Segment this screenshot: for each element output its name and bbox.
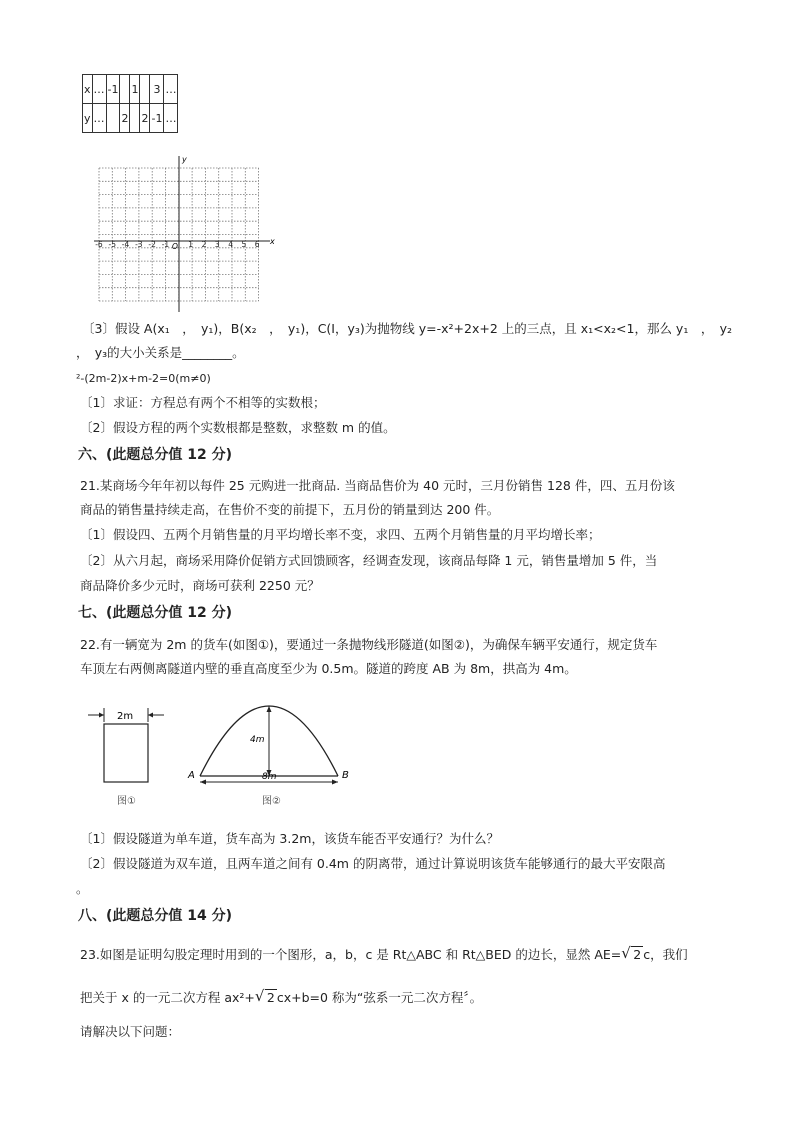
tunnel-height-label: 4m <box>250 735 265 745</box>
x-tick-label: -1 <box>161 240 170 249</box>
figure-tunnel <box>180 690 370 814</box>
x-tick-label: 4 <box>228 240 233 249</box>
q21-sub1: 〔1〕假设四、五两个月销售量的月平均增长率不变，求四、五两个月销售量的月平均增长率； <box>80 527 601 542</box>
q23-line3: 请解决以下问题： <box>80 1024 181 1039</box>
q22-sub2-cont: 。 <box>76 881 89 896</box>
x-tick-label: 5 <box>241 240 247 249</box>
x-tick-label: -2 <box>148 240 156 249</box>
q21-sub2-cont: 商品降价多少元时，商场可获利 2250 元？ <box>80 578 320 593</box>
section-8-heading: 八、(此题总分值 14 分) <box>78 908 233 924</box>
q22-line2: 车顶左右两侧离隧道内壁的垂直高度至少为 0.5m。隧道的跨度 AB 为 8m，拱高为 4m。 <box>80 661 577 676</box>
q23-line1: 23.如图是证明勾股定理时用到的一个图形，a，b，c 是 Rt△ABC 和 Rt△BED 的边长，显然 AE= √ 2 c，我们 <box>80 944 688 962</box>
q20-part3: 〔3〕假设 A(x₁ ， y₁)，B(x₂ ， y₁)，C(I，y₃)为抛物线 y=-x²+2x+2 上的三点，且 x₁<x₂<1，那么 y₁ ， y₂ <box>82 321 732 336</box>
origin-label: O <box>172 242 178 251</box>
x-tick-label: 2 <box>201 240 207 249</box>
table-row: y … 2 2 -1 … <box>83 104 178 133</box>
coordinate-grid <box>86 152 276 314</box>
tunnel-span-label: 8m <box>262 772 277 782</box>
section-7-heading: 七、(此题总分值 12 分) <box>78 605 233 621</box>
y-axis-label: y <box>182 155 187 164</box>
x-tick-label: -5 <box>108 240 116 249</box>
q22-sub2: 〔2〕假设隧道为双车道，且两车道之间有 0.4m 的阴离带，通过计算说明该货车能够通行的最大平安限高 <box>80 856 666 871</box>
q21-line2: 商品的销售量持续走高，在售价不变的前提下，五月份的销量到达 200 件。 <box>80 502 500 517</box>
x-axis-label: x <box>270 237 275 246</box>
xy-value-table <box>82 74 178 133</box>
point-a-label: A <box>188 770 195 781</box>
q20-sub1: 〔1〕求证：方程总有两个不相等的实数根； <box>80 395 326 410</box>
q22-sub1: 〔1〕假设隧道为单车道，货车高为 3.2m，该货车能否平安通行？为什么？ <box>80 831 499 846</box>
q21-sub2: 〔2〕从六月起，商场采用降价促销方式回馈顾客，经调查发现，该商品每降 1 元，销售量增加 5 件，当 <box>80 553 658 568</box>
truck-shape <box>104 724 148 782</box>
q23-line2: 把关于 x 的一元二次方程 ax²+ √ 2 cx+b=0 称为“弦系一元二次方程〞。 <box>80 987 483 1005</box>
point-b-label: B <box>342 770 349 781</box>
q21-line1: 21.某商场今年年初以每件 25 元购进一批商品. 当商品售价为 40 元时，三月份销售 128 件，四、五月份该 <box>80 478 675 493</box>
table-row: x … -1 1 3 … <box>83 75 178 104</box>
q20-part3-cont: ， y₃的大小关系是________。 <box>76 345 245 360</box>
figure-truck <box>84 700 174 812</box>
figure-1-caption: 图① <box>117 796 136 807</box>
section-6-heading: 六、(此题总分值 12 分) <box>78 447 233 463</box>
x-tick-label: 3 <box>214 240 220 249</box>
x-tick-label: 1 <box>188 240 194 249</box>
q20-sub2: 〔2〕假设方程的两个实数根都是整数，求整数 m 的值。 <box>80 420 396 435</box>
truck-width-label: 2m <box>117 711 134 722</box>
x-tick-label: -3 <box>135 240 143 249</box>
x-tick-label: 6 <box>254 240 260 249</box>
x-tick-label: -4 <box>121 240 130 249</box>
q22-line1: 22.有一辆宽为 2m 的货车(如图①)，要通过一条抛物线形隧道(如图②)，为确保车辆平安通行，规定货车 <box>80 637 658 652</box>
sqrt-symbol: √ 2 <box>621 944 642 962</box>
figure-2-caption: 图② <box>262 796 281 807</box>
sqrt-symbol: √ 2 <box>254 987 275 1005</box>
x-tick-label: -6 <box>95 240 103 249</box>
q20-equation: ²-(2m-2)x+m-2=0(m≠0) <box>76 372 211 385</box>
